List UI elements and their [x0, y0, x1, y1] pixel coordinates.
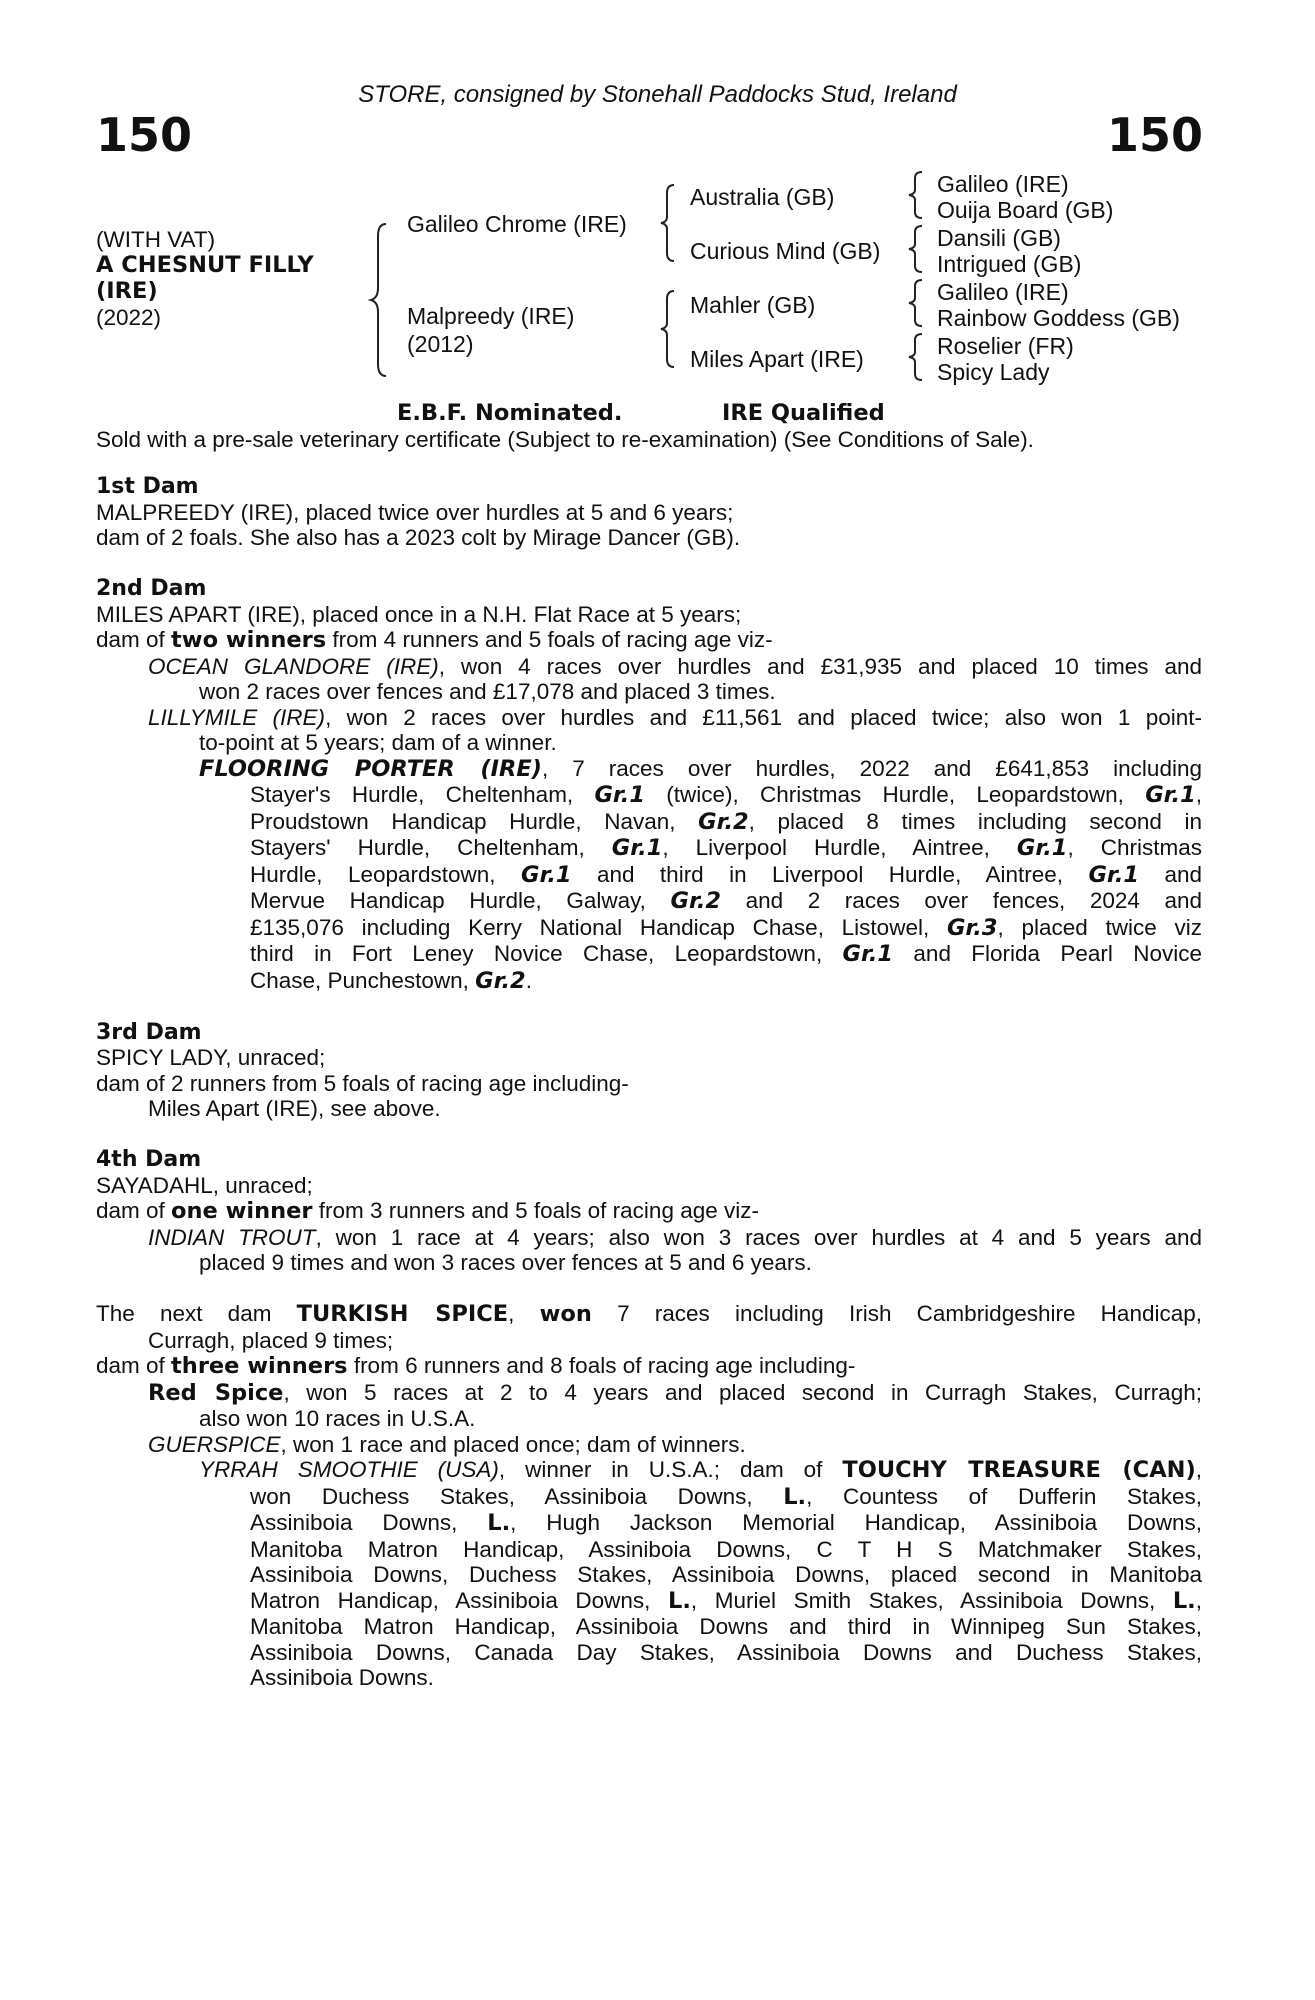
- section-heading: 1st Dam: [96, 474, 199, 499]
- ebf-nominated: E.B.F. Nominated.: [397, 400, 623, 426]
- brace-g3-4: [906, 332, 926, 382]
- horse-name-country: (IRE): [96, 278, 158, 304]
- progeny-entry-cont: also won 10 races in U.S.A.: [199, 1406, 476, 1431]
- progeny-entry: OCEAN GLANDORE (IRE), won 4 races over hurdles and £31,935 and placed 10 times and: [148, 653, 1202, 679]
- g3-1: Galileo (IRE): [937, 171, 1069, 197]
- race-record-line: Stayers' Hurdle, Cheltenham, Gr.1, Liverpool Hurdle, Aintree, Gr.1, Christmas: [250, 835, 1202, 861]
- race-record-line: Assiniboia Downs, L., Hugh Jackson Memorial Handicap, Assiniboia Downs,: [250, 1510, 1202, 1536]
- race-record-line: Manitoba Matron Handicap, Assiniboia Downs, C T H S Matchmaker Stakes,: [250, 1536, 1202, 1562]
- race-record-line: Assiniboia Downs, Canada Day Stakes, Assiniboia Downs and Duchess Stakes,: [250, 1639, 1202, 1665]
- progeny-entry: Miles Apart (IRE), see above.: [148, 1096, 441, 1121]
- race-record-line: £135,076 including Kerry National Handicap Chase, Listowel, Gr.3, placed twice viz: [250, 914, 1202, 941]
- sire-sire: Australia (GB): [690, 184, 835, 210]
- dam-dam: Miles Apart (IRE): [690, 346, 864, 372]
- catalogue-body: [96, 474, 1202, 1691]
- lot-number-left: 150: [96, 108, 193, 162]
- brace-g3-3: [906, 278, 926, 328]
- lot-number-right: 150: [1106, 108, 1203, 162]
- race-record-line: Matron Handicap, Assiniboia Downs, L., Muriel Smith Stakes, Assiniboia Downs, L.,: [250, 1587, 1202, 1614]
- g3-4: Intrigued (GB): [937, 251, 1082, 277]
- race-record-line: Mervue Handicap Hurdle, Galway, Gr.2 and 2 races over fences, 2024 and: [250, 888, 1202, 914]
- brace-g3-1: [906, 170, 926, 220]
- dam-line: MALPREEDY (IRE), placed twice over hurdles at 5 and 6 years;: [96, 499, 734, 525]
- race-record-line: Assiniboia Downs, Duchess Stakes, Assiniboia Downs, placed second in Manitoba: [250, 1562, 1202, 1587]
- g3-6: Rainbow Goddess (GB): [937, 305, 1180, 331]
- vat-label: (WITH VAT): [96, 227, 216, 252]
- progeny-entry-cont: won 2 races over fences and £17,078 and placed 3 times.: [199, 679, 776, 704]
- big-brace: [368, 222, 392, 378]
- dam-year: (2012): [407, 331, 474, 357]
- vet-note: Sold with a pre-sale veterinary certificate (Subject to re-examination) (See Conditions of Sale).: [96, 427, 1034, 452]
- next-dam-section: [96, 1301, 1202, 1691]
- dam-line: dam of 2 runners from 5 foals of racing age including-: [96, 1070, 629, 1096]
- g3-5: Galileo (IRE): [937, 279, 1069, 305]
- horse-name: A CHESNUT FILLY: [96, 252, 314, 278]
- dam-line: SPICY LADY, unraced;: [96, 1045, 326, 1070]
- sire-dam: Curious Mind (GB): [690, 238, 881, 264]
- dam-line: dam of two winners from 4 runners and 5 foals of racing age viz-: [96, 627, 773, 653]
- dam-line: The next dam TURKISH SPICE, won 7 races including Irish Cambridgeshire Handicap,: [96, 1301, 1202, 1327]
- dam-brace: [658, 289, 678, 369]
- progeny-entry: GUERSPICE, won 1 race and placed once; dam of winners.: [148, 1431, 746, 1457]
- g3-7: Roselier (FR): [937, 333, 1074, 359]
- race-record-line: Hurdle, Leopardstown, Gr.1 and third in Liverpool Hurdle, Aintree, Gr.1 and: [250, 861, 1202, 888]
- dam-line: dam of 2 foals. She also has a 2023 colt by Mirage Dancer (GB).: [96, 525, 741, 550]
- consignor-line: STORE, consigned by Stonehall Paddocks Stud, Ireland: [358, 81, 957, 108]
- dam-sire: Mahler (GB): [690, 292, 816, 318]
- progeny-entry: Red Spice, won 5 races at 2 to 4 years and placed second in Curragh Stakes, Curragh;: [148, 1379, 1202, 1406]
- first-dam-section: [96, 474, 1202, 551]
- progeny-entry: INDIAN TROUT, won 1 race at 4 years; also won 3 races over hurdles at 4 and 5 years and: [148, 1224, 1203, 1250]
- race-record-line: Proudstown Handicap Hurdle, Navan, Gr.2, placed 8 times including second in: [250, 808, 1202, 835]
- progeny-entry-cont: placed 9 times and won 3 races over fences at 5 and 6 years.: [199, 1250, 812, 1275]
- brace-g3-2: [906, 224, 926, 274]
- g3-2: Ouija Board (GB): [937, 197, 1114, 223]
- grandprogeny-entry: FLOORING PORTER (IRE), 7 races over hurdles, 2022 and £641,853 including: [199, 755, 1202, 782]
- dam-line: MILES APART (IRE), placed once in a N.H. Flat Race at 5 years;: [96, 601, 742, 627]
- g3-8: Spicy Lady: [937, 359, 1050, 385]
- dam-line-cont: Curragh, placed 9 times;: [148, 1327, 394, 1353]
- g3-3: Dansili (GB): [937, 225, 1061, 251]
- race-record-line: Manitoba Matron Handicap, Assiniboia Downs and third in Winnipeg Sun Stakes,: [250, 1614, 1202, 1639]
- race-record-line: won Duchess Stakes, Assiniboia Downs, L., Countess of Dufferin Stakes,: [250, 1483, 1202, 1510]
- race-record-line: third in Fort Leney Novice Chase, Leopardstown, Gr.1 and Florida Pearl Novice: [250, 941, 1203, 967]
- ire-qualified: IRE Qualified: [722, 400, 885, 426]
- section-heading: 2nd Dam: [96, 576, 207, 601]
- dam-line: dam of one winner from 3 runners and 5 foals of racing age viz-: [96, 1198, 759, 1224]
- second-dam-section: [96, 576, 1202, 994]
- horse-year: (2022): [96, 305, 162, 330]
- sire-name: Galileo Chrome (IRE): [407, 211, 627, 237]
- fourth-dam-section: [96, 1147, 1202, 1276]
- race-record-line: Chase, Punchestown, Gr.2.: [250, 967, 532, 994]
- dam-line: dam of three winners from 6 runners and 8 foals of racing age including-: [96, 1353, 856, 1379]
- third-dam-section: [96, 1020, 1202, 1122]
- progeny-entry: LILLYMILE (IRE), won 2 races over hurdles and £11,561 and placed twice; also won 1 point-: [148, 704, 1202, 730]
- sire-brace: [658, 183, 678, 263]
- section-heading: 3rd Dam: [96, 1019, 202, 1045]
- dam-name: Malpreedy (IRE): [407, 303, 575, 329]
- progeny-entry-cont: to-point at 5 years; dam of a winner.: [199, 730, 557, 755]
- race-record-line: Assiniboia Downs.: [250, 1665, 434, 1690]
- section-heading: 4th Dam: [96, 1147, 202, 1172]
- race-record-line: Stayer's Hurdle, Cheltenham, Gr.1 (twice), Christmas Hurdle, Leopardstown, Gr.1,: [250, 782, 1203, 808]
- grandprogeny-entry: YRRAH SMOOTHIE (USA), winner in U.S.A.; dam of TOUCHY TREASURE (CAN),: [199, 1457, 1202, 1483]
- dam-line: SAYADAHL, unraced;: [96, 1172, 313, 1198]
